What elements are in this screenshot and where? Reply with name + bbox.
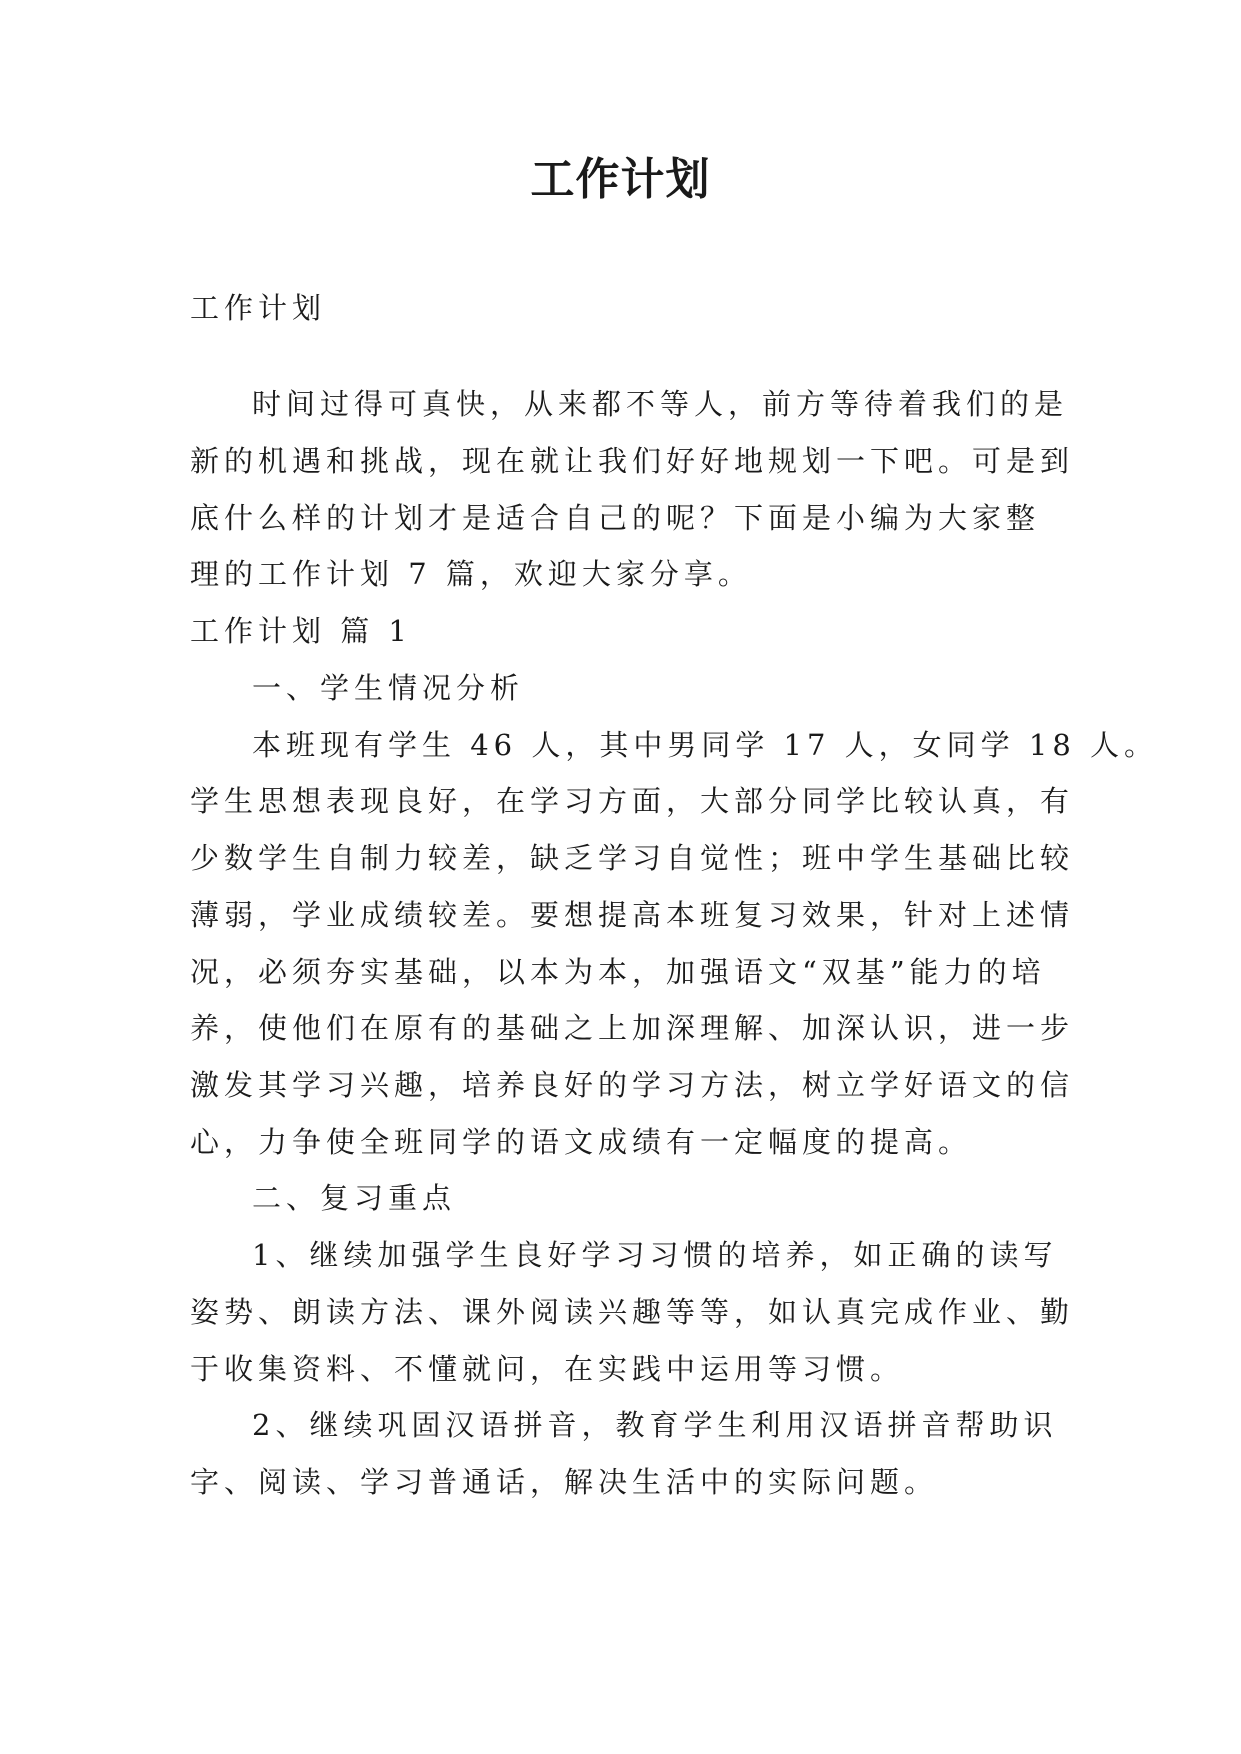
- paragraph-line: 新的机遇和挑战，现在就让我们好好地规划一下吧。可是到: [190, 444, 1075, 478]
- paragraph-line: 于收集资料、不懂就问，在实践中运用等习惯。: [190, 1352, 905, 1386]
- paragraph-line: 2、继续巩固汉语拼音，教育学生利用汉语拼音帮助识: [252, 1408, 1058, 1442]
- subtitle-line: 工作计划: [190, 291, 327, 325]
- subsection-heading: 二、复习重点: [252, 1181, 457, 1215]
- subsection-heading: 一、学生情况分析: [252, 671, 525, 705]
- paragraph-line: 理的工作计划 7 篇，欢迎大家分享。: [190, 557, 752, 591]
- paragraph-line: 姿势、朗读方法、课外阅读兴趣等等，如认真完成作业、勤: [190, 1295, 1075, 1329]
- paragraph-line: 况，必须夯实基础，以本为本，加强语文“双基”能力的培: [190, 955, 1046, 989]
- paragraph-line: 学生思想表现良好，在学习方面，大部分同学比较认真，有: [190, 784, 1075, 818]
- paragraph-line: 心，力争使全班同学的语文成绩有一定幅度的提高。: [190, 1125, 973, 1159]
- paragraph-line: 养，使他们在原有的基础之上加深理解、加深认识，进一步: [190, 1011, 1075, 1045]
- paragraph-line: 底什么样的计划才是适合自己的呢？下面是小编为大家整: [190, 501, 1041, 535]
- document-title: 工作计划: [530, 154, 711, 205]
- paragraph-line: 本班现有学生 46 人，其中男同学 17 人，女同学 18 人。: [252, 728, 1159, 762]
- paragraph-line: 薄弱，学业成绩较差。要想提高本班复习效果，针对上述情: [190, 898, 1075, 932]
- paragraph-line: 激发其学习兴趣，培养良好的学习方法，树立学好语文的信: [190, 1068, 1075, 1102]
- section-heading: 工作计划 篇 1: [190, 614, 412, 648]
- paragraph-line: 字、阅读、学习普通话，解决生活中的实际问题。: [190, 1465, 939, 1499]
- paragraph-line: 时间过得可真快，从来都不等人，前方等待着我们的是: [252, 387, 1069, 421]
- paragraph-line: 1、继续加强学生良好学习习惯的培养，如正确的读写: [252, 1238, 1058, 1272]
- paragraph-line: 少数学生自制力较差，缺乏学习自觉性；班中学生基础比较: [190, 841, 1075, 875]
